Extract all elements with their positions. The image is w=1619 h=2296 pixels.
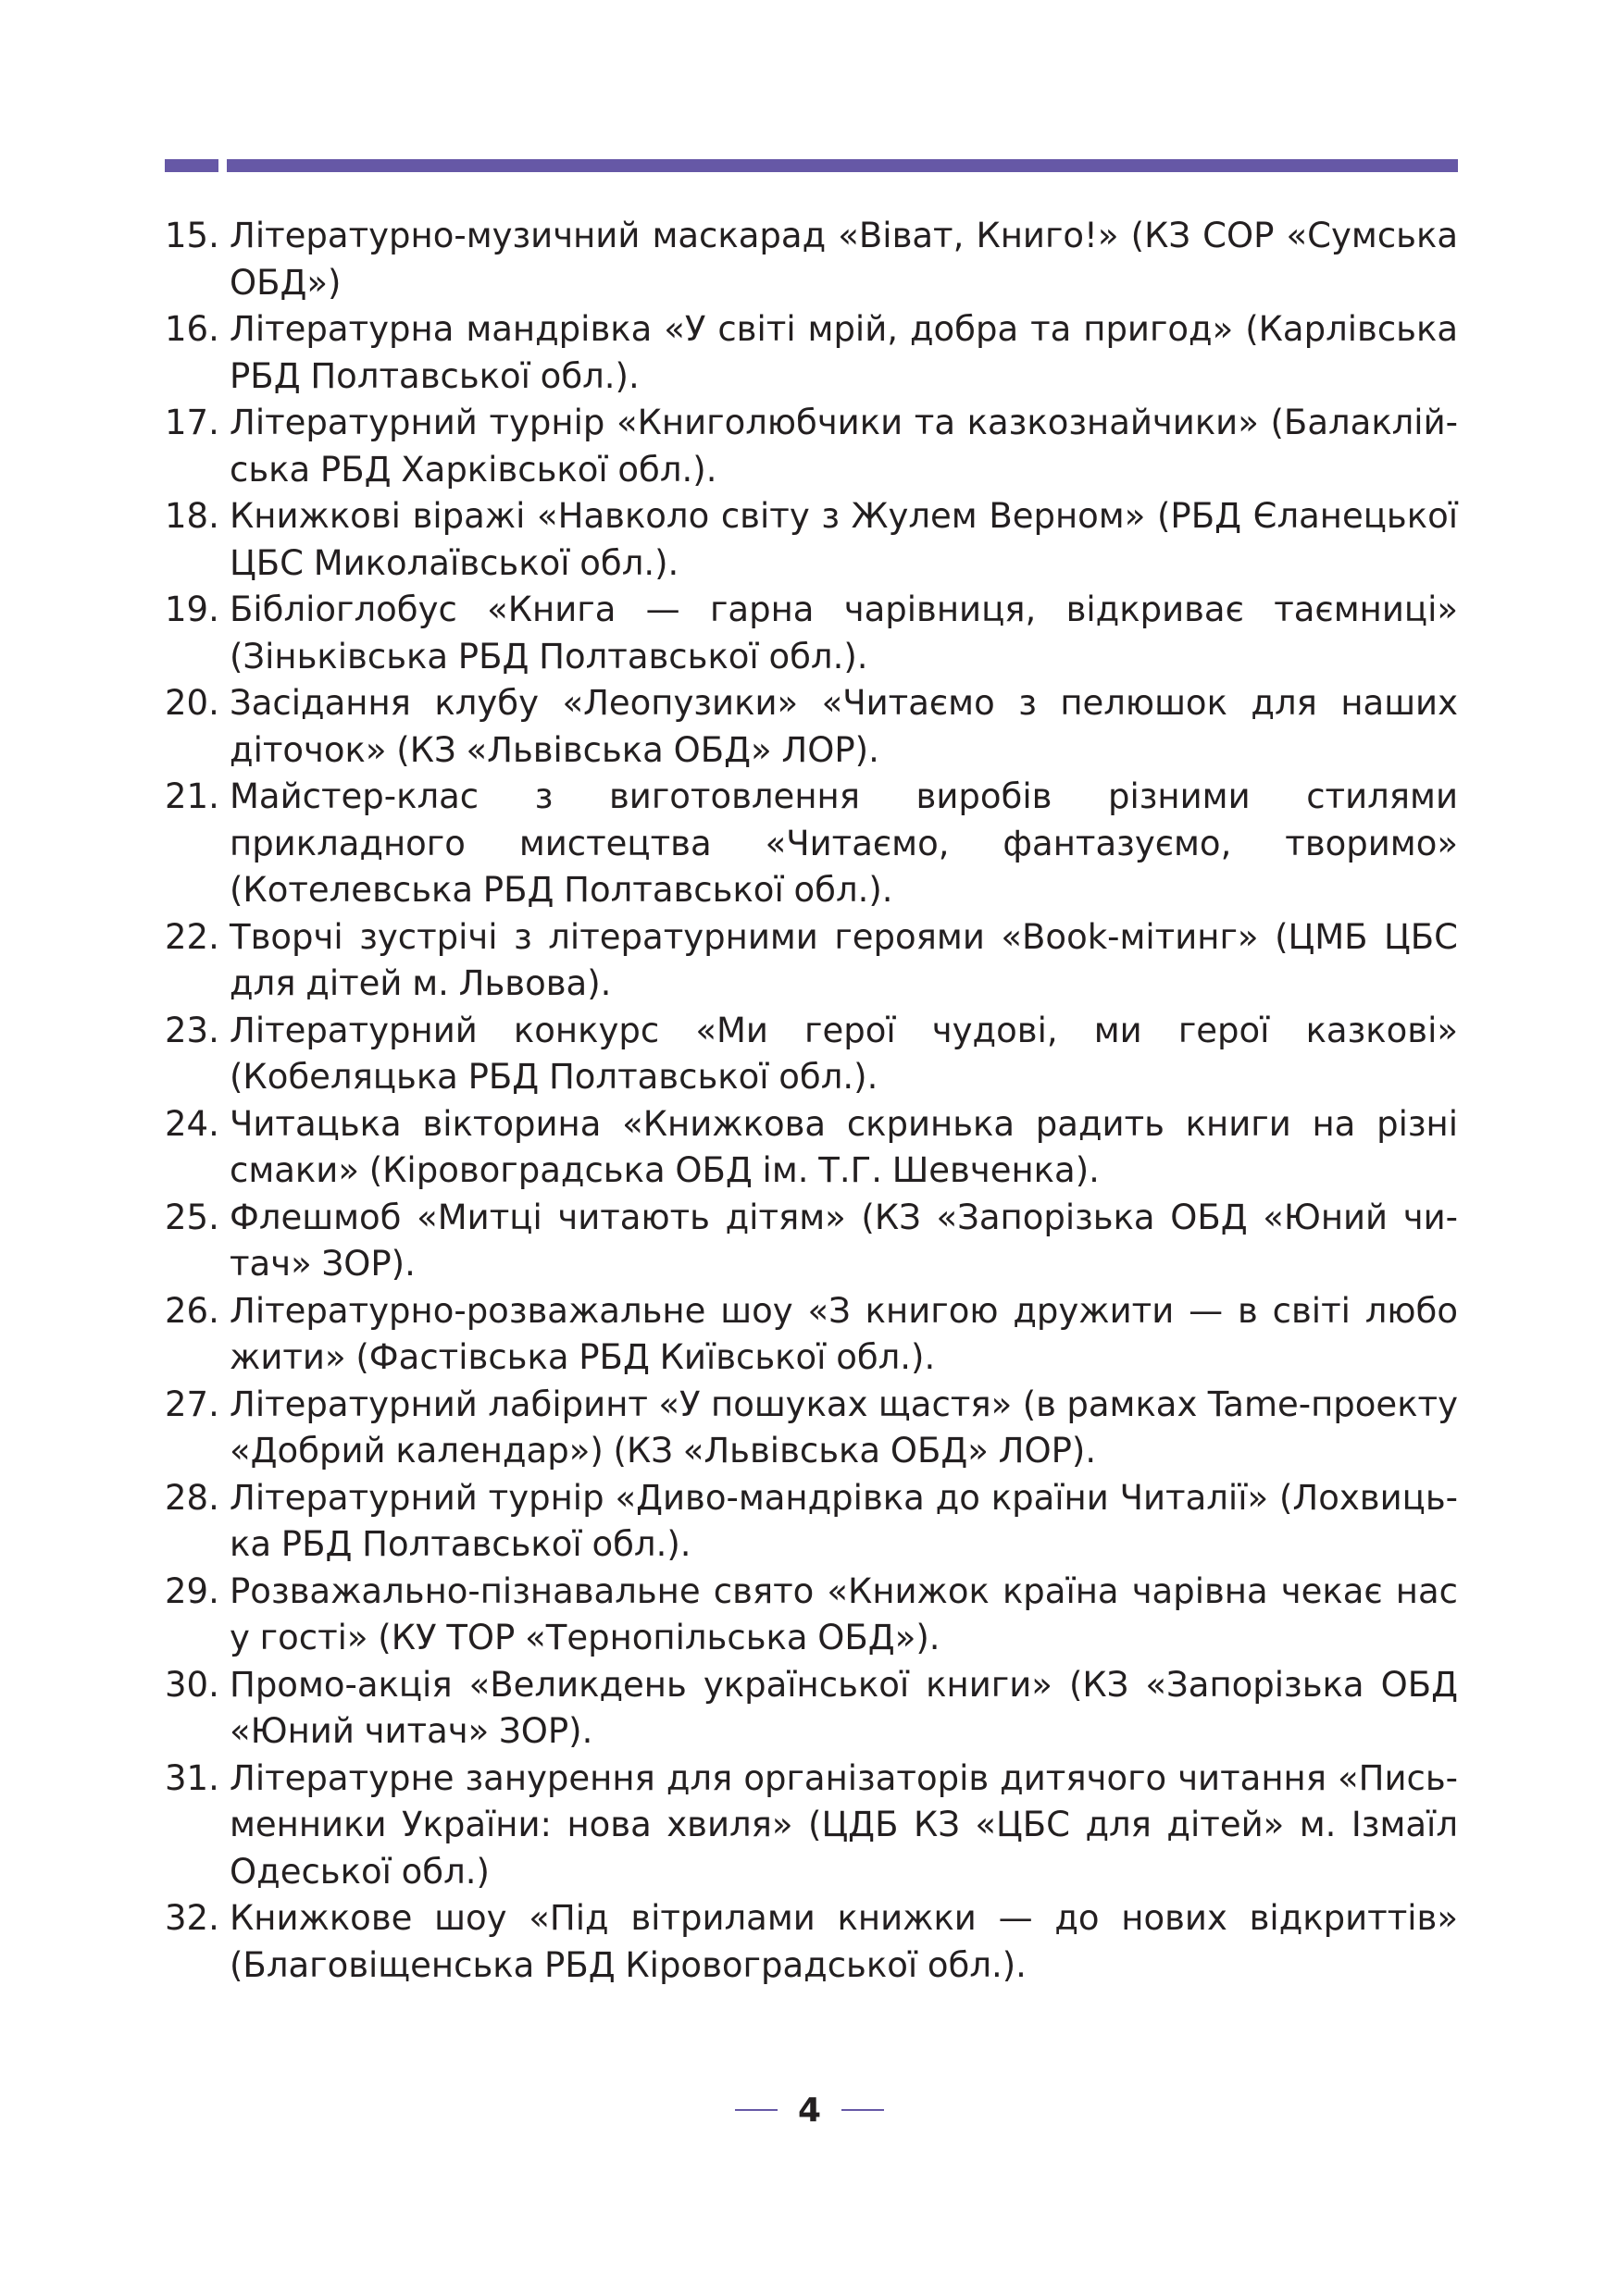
- list-item: [165, 1101, 1458, 1195]
- item-number: 27.: [165, 1384, 219, 1424]
- item-text: Розважально-пізнавальне свято «Книжок країна чарівна чекає нас у гості» (КУ ТОР «Тернопільська ОБД»).: [230, 1570, 1458, 1657]
- item-text: Літературне занурення для організаторів дитячого читання «Письменники України: нова хвиля» (ЦДБ КЗ «ЦБС для дітей» м. Ізмаїл Одеської обл.): [230, 1757, 1458, 1892]
- item-number: 21.: [165, 776, 219, 816]
- item-text: Флешмоб «Митці читають дітям» (КЗ «Запорізька ОБД «Юний читач» ЗОР).: [230, 1197, 1458, 1284]
- page-footer: [0, 2091, 1619, 2128]
- item-number: 26.: [165, 1290, 219, 1331]
- item-text: Творчі зустрічі з літературними героями «Book-мітинг» (ЦМБ ЦБС для дітей м. Львова).: [230, 916, 1458, 1003]
- page-number: 4: [797, 2091, 822, 2129]
- list-item: [165, 1756, 1458, 1896]
- list-item: [165, 680, 1458, 774]
- header-rule-short: [165, 159, 218, 172]
- list-item: [165, 400, 1458, 493]
- list-item: [165, 1288, 1458, 1382]
- item-number: 28.: [165, 1477, 219, 1518]
- list-item: [165, 914, 1458, 1008]
- item-text: Читацька вікторина «Книжкова скринька радить книги на різні смаки» (Кіровоградська ОБД ім. Т.Г. Шевченка).: [230, 1103, 1458, 1190]
- item-text: Літературна мандрівка «У світі мрій, добра та пригод» (Карлівська РБД Полтавської обл.).: [230, 309, 1458, 396]
- list-item: [165, 587, 1458, 680]
- list-item: [165, 306, 1458, 400]
- list-item: [165, 1008, 1458, 1101]
- item-text: Літературний конкурс «Ми герої чудові, ми герої казкові» (Кобеляцька РБД Полтавської обл.).: [230, 1010, 1458, 1097]
- list-item: [165, 1195, 1458, 1288]
- list-item: [165, 774, 1458, 914]
- item-text: Літературний турнір «Книголюбчики та казкознайчики» (Балаклійська РБД Харківської обл.).: [230, 403, 1458, 490]
- item-number: 15.: [165, 216, 219, 255]
- list-item: [165, 1662, 1458, 1756]
- item-number: 23.: [165, 1010, 219, 1050]
- item-number: 32.: [165, 1898, 219, 1938]
- list-item: [165, 1475, 1458, 1569]
- item-text: Майстер-клас з виготовлення виробів різними стилями прикладного мистецтва «Читаємо, фантазуємо, творимо» (Котелевська РБД Полтавської обл.).: [230, 776, 1458, 910]
- item-text: Літературний турнір «Диво-мандрівка до країни Читалії» (Лохвицька РБД Полтавської обл.).: [230, 1477, 1458, 1564]
- list-item: [165, 213, 1458, 306]
- item-text: Засідання клубу «Леопузики» «Читаємо з пелюшок для наших діточок» (КЗ «Львівська ОБД» ЛОР).: [230, 683, 1458, 770]
- list-item: [165, 1895, 1458, 1989]
- item-number: 29.: [165, 1570, 219, 1611]
- item-number: 22.: [165, 916, 219, 957]
- item-text: Літературно-розважальне шоу «З книгою дружити — в світі любо жити» (Фастівська РБД Київської обл.).: [230, 1290, 1458, 1377]
- list-item: [165, 1382, 1458, 1475]
- item-text: Бібліоглобус «Книга — гарна чарівниця, відкриває таємниці» (Зіньківська РБД Полтавської обл.).: [230, 590, 1458, 676]
- footer-dash-left: [735, 2109, 778, 2111]
- item-number: 17.: [165, 403, 219, 442]
- item-text: Літературно-музичний маскарад «Віват, Книго!» (КЗ СОР «Сумська ОБД»): [230, 216, 1458, 303]
- header-rule-long: [227, 159, 1458, 172]
- list-item: [165, 493, 1458, 587]
- item-text: Літературний лабіринт «У пошуках щастя» (в рамках Tame-проекту «Добрий календар») (КЗ «Львівська ОБД» ЛОР).: [230, 1384, 1458, 1471]
- item-number: 31.: [165, 1757, 219, 1798]
- item-number: 16.: [165, 309, 219, 349]
- item-number: 18.: [165, 496, 219, 536]
- item-number: 25.: [165, 1197, 219, 1237]
- list-item: [165, 1569, 1458, 1662]
- item-number: 19.: [165, 590, 219, 629]
- event-list: [165, 213, 1458, 1989]
- footer-dash-right: [841, 2109, 884, 2111]
- item-number: 20.: [165, 683, 219, 723]
- item-number: 24.: [165, 1103, 219, 1144]
- item-text: Промо-акція «Великдень української книги» (КЗ «Запорізька ОБД «Юний читач» ЗОР).: [230, 1664, 1458, 1751]
- item-number: 30.: [165, 1664, 219, 1705]
- item-text: Книжкові віражі «Навколо світу з Жулем Верном» (РБД Єланецької ЦБС Миколаївської обл.).: [230, 496, 1458, 583]
- item-text: Книжкове шоу «Під вітрилами книжки — до нових відкриттів» (Благовіщенська РБД Кіровоградської обл.).: [230, 1898, 1458, 1985]
